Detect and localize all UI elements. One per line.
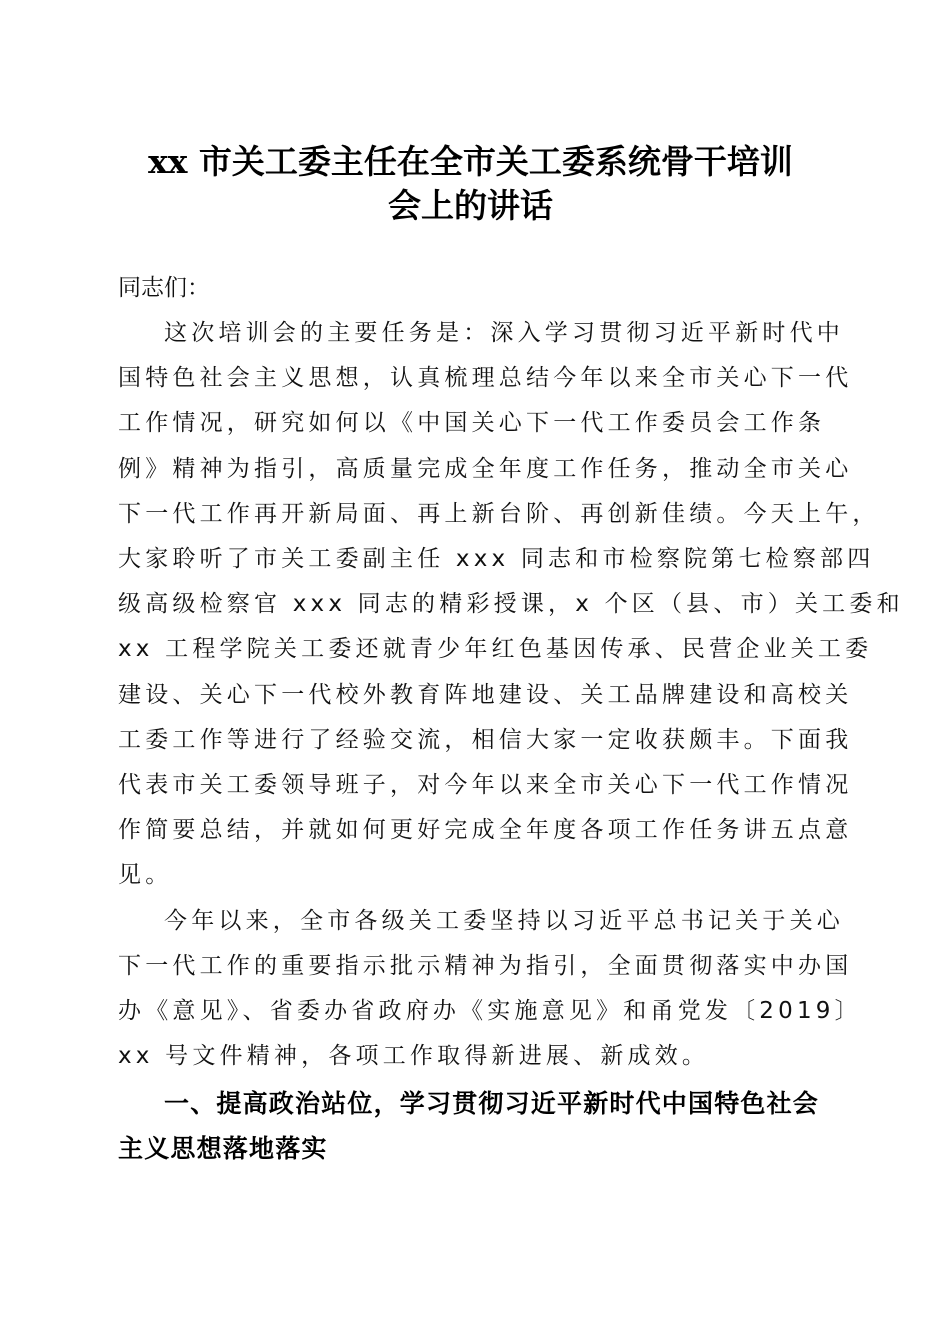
section-heading-1 xyxy=(118,1081,823,1171)
paragraph-line: 下一代工作的重要指示批示精神为指引，全面贯彻落实中办国 xyxy=(118,952,853,979)
paragraph-line: 办《意见》、省委办省政府办《实施意见》和甬党发〔2019〕 xyxy=(118,998,862,1025)
title-line-1: xx 市关工委主任在全市关工委系统骨干培训 xyxy=(148,142,793,181)
paragraph-line: 代表市关工委领导班子，对今年以来全市关心下一代工作情况 xyxy=(118,772,853,799)
paragraph-line: 今年以来，全市各级关工委坚持以习近平总书记关于关心 xyxy=(164,907,844,934)
paragraph-line: 级高级检察官 xxx 同志的精彩授课，x 个区（县、市）关工委和 xyxy=(118,591,904,618)
paragraph-line: xx 号文件精神，各项工作取得新进展、新成效。 xyxy=(118,1043,710,1070)
paragraph-line: xx 工程学院关工委还就青少年红色基因传承、民营企业关工委 xyxy=(118,636,873,663)
paragraph-line: 这次培训会的主要任务是：深入学习贯彻习近平新时代中 xyxy=(164,320,844,346)
paragraph-line: 见。 xyxy=(118,862,173,889)
document-page xyxy=(118,140,904,1171)
heading-line: 主义思想落地落实 xyxy=(118,1134,328,1164)
paragraph-line: 工委工作等进行了经验交流，相信大家一定收获颇丰。下面我 xyxy=(118,726,853,753)
document-title xyxy=(98,140,843,228)
paragraph-line: 工作情况，研究如何以《中国关心下一代工作委员会工作条 xyxy=(118,410,826,437)
paragraph-line: 大家聆听了市关工委副主任 xxx 同志和市检察院第七检察部四 xyxy=(118,546,875,573)
heading-line: 一、提高政治站位，学习贯彻习近平新时代中国特色社会 xyxy=(164,1089,820,1119)
paragraph-line: 作简要总结，并就如何更好完成全年度各项工作任务讲五点意 xyxy=(118,817,853,844)
paragraph-line: 例》精神为指引，高质量完成全年度工作任务，推动全市关心 xyxy=(118,455,853,482)
paragraph-line: 国特色社会主义思想，认真梳理总结今年以来全市关心下一代 xyxy=(118,365,853,392)
intro-paragraph xyxy=(118,311,904,899)
salutation: 同志们： xyxy=(118,275,210,301)
title-line-2: 会上的讲话 xyxy=(388,186,553,225)
summary-paragraph xyxy=(118,899,862,1080)
paragraph-line: 下一代工作再开新局面、再上新台阶、再创新佳绩。今天上午， xyxy=(118,500,880,527)
paragraph-line: 建设、关心下一代校外教育阵地建设、关工品牌建设和高校关 xyxy=(118,681,853,708)
